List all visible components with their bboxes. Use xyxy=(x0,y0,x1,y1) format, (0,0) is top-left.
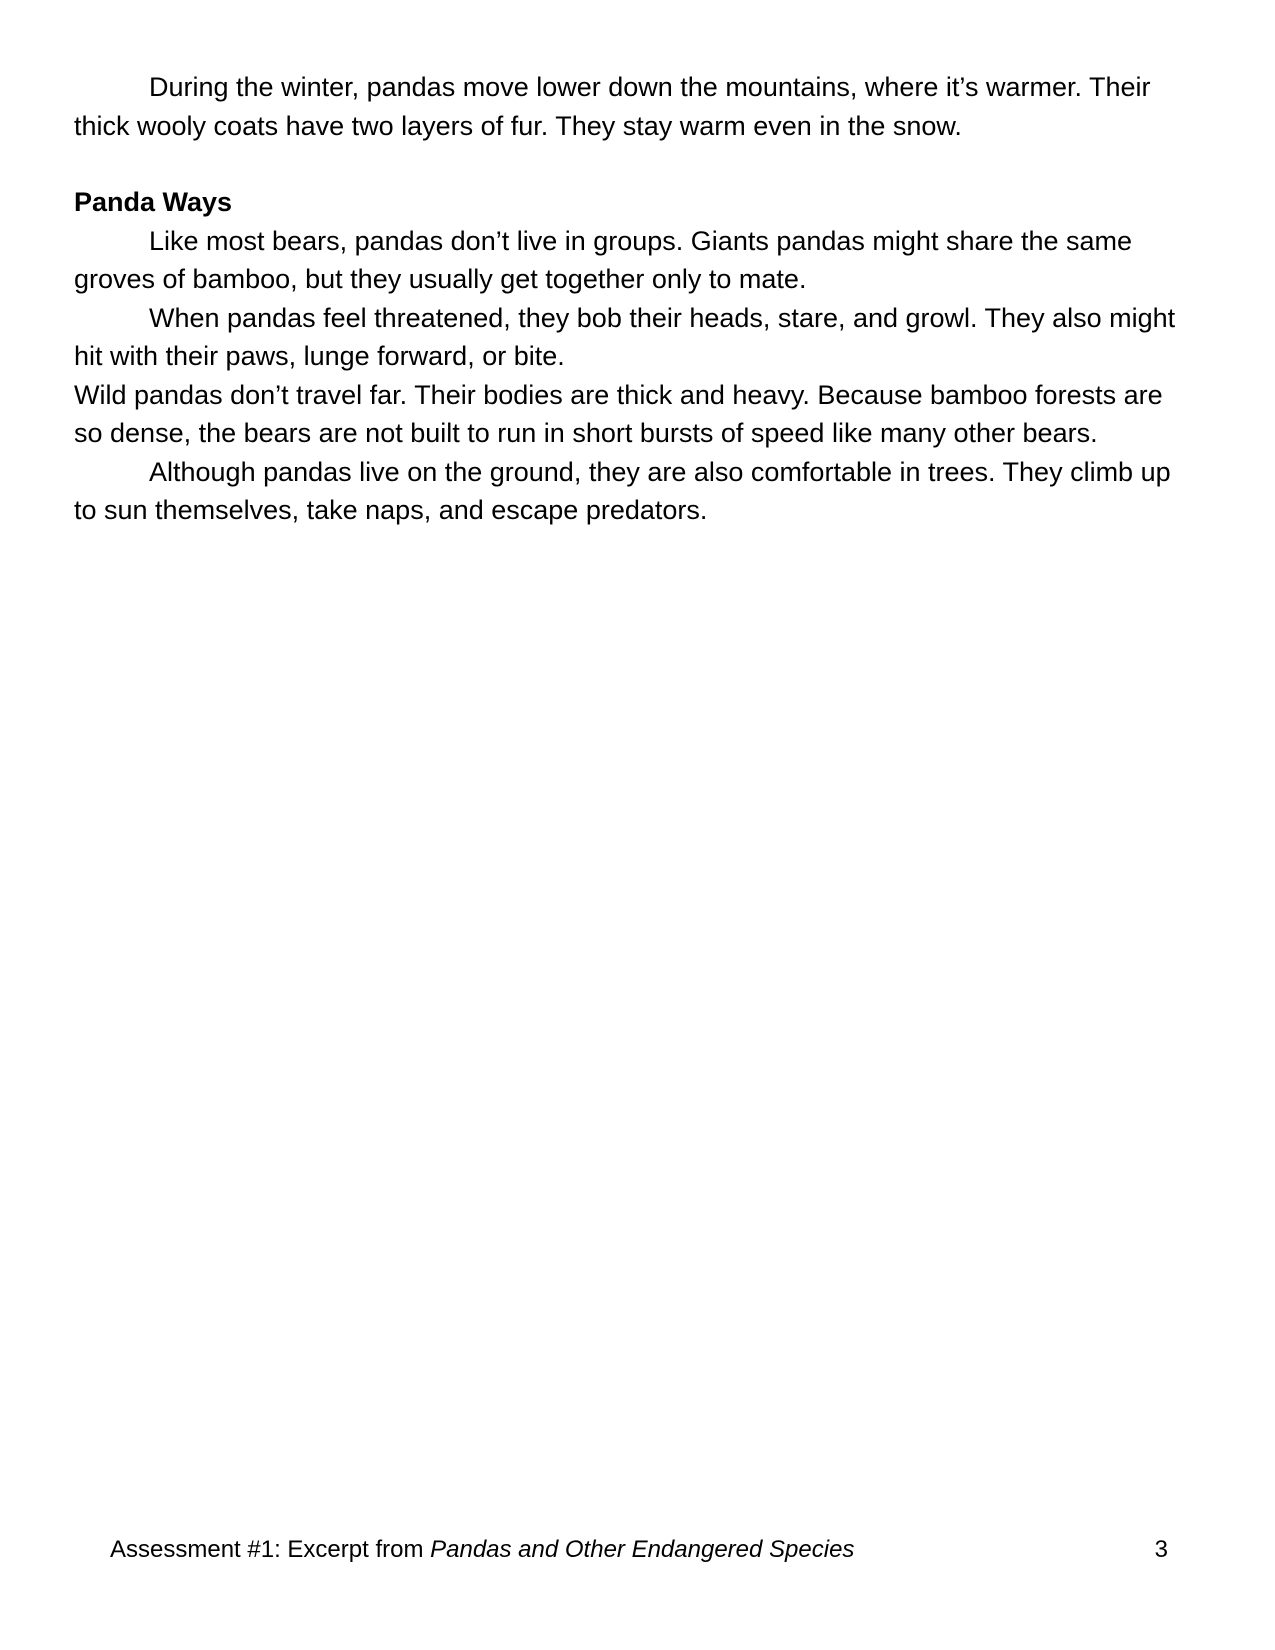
page-footer xyxy=(110,1535,1168,1565)
intro-paragraph: During the winter, pandas move lower down the mountains, where it’s warmer. Their thick wooly coats have two layers of fur. They stay warm even in the snow. xyxy=(74,72,1151,141)
paragraph-travel: Wild pandas don’t travel far. Their bodies are thick and heavy. Because bamboo forests are so dense, the bears are not built to run in short bursts of speed like many other bears. xyxy=(74,379,1163,448)
document-body xyxy=(74,68,1194,530)
paragraph-trees: Although pandas live on the ground, they are also comfortable in trees. They climb up to sun themselves, take naps, and escape predators. xyxy=(74,456,1171,525)
footer-citation xyxy=(110,1535,854,1565)
footer-book-title: Pandas and Other Endangered Species xyxy=(430,1536,855,1563)
paragraph-threatened: When pandas feel threatened, they bob their heads, stare, and growl. They also might hit with their paws, lunge forward, or bite. xyxy=(74,302,1176,371)
page-number: 3 xyxy=(1154,1536,1168,1563)
section-heading: Panda Ways xyxy=(74,187,233,217)
footer-prefix: Assessment #1: Excerpt from xyxy=(110,1536,431,1563)
paragraph-groups: Like most bears, pandas don’t live in groups. Giants pandas might share the same groves of bamboo, but they usually get together only to mate. xyxy=(74,225,1133,294)
